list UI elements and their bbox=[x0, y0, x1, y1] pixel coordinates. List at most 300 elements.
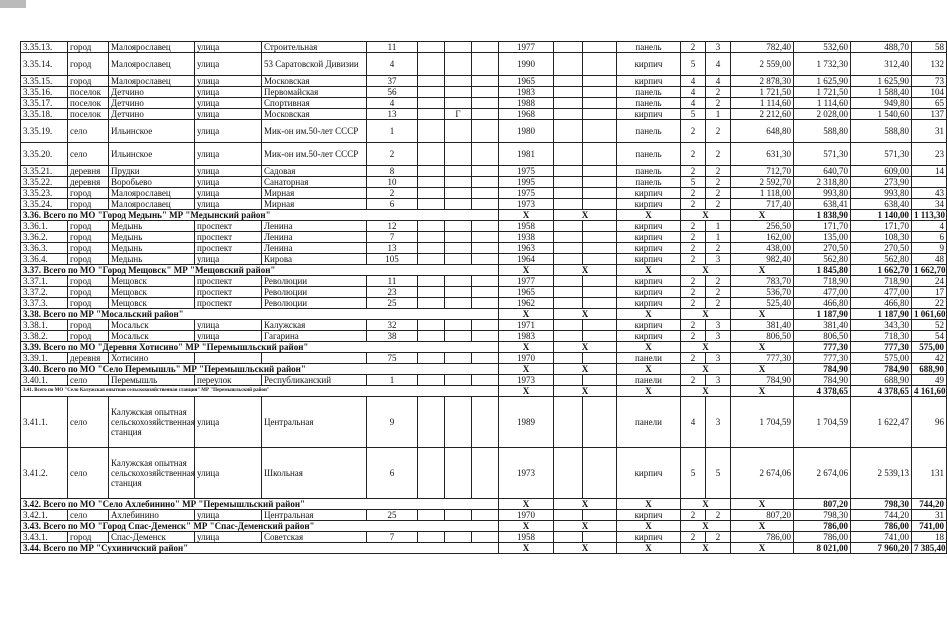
cell-wall-material: кирпич bbox=[617, 109, 681, 120]
cell-wall-material: кирпич bbox=[617, 510, 681, 521]
cell-entrances: 4 bbox=[706, 76, 731, 87]
cell-entrances: 3 bbox=[706, 42, 731, 53]
cell-col-blank-1 bbox=[554, 177, 583, 188]
table-body bbox=[21, 42, 947, 554]
cell-block bbox=[472, 166, 499, 177]
subtotal-material-mark: X bbox=[617, 543, 681, 554]
cell-row-number: 3.36.4. bbox=[21, 254, 68, 265]
cell-entrances: 3 bbox=[706, 375, 731, 386]
cell-entrances: 2 bbox=[706, 287, 731, 298]
cell-settlement-name: Мещовск bbox=[109, 287, 195, 298]
cell-row-number: 3.35.16. bbox=[21, 87, 68, 98]
cell-letter bbox=[445, 42, 472, 53]
cell-house-number: 11 bbox=[367, 276, 418, 287]
cell-residential-area: 108,30 bbox=[851, 232, 912, 243]
subtotal-row bbox=[21, 342, 947, 353]
cell-entrances: 2 bbox=[706, 166, 731, 177]
cell-block bbox=[472, 298, 499, 309]
cell-floors: 5 bbox=[681, 177, 706, 188]
housing-register-table bbox=[20, 41, 947, 554]
cell-floors: 5 bbox=[681, 53, 706, 76]
cell-col-blank-2 bbox=[583, 397, 617, 448]
cell-settlement-type: город bbox=[68, 232, 109, 243]
table-row bbox=[21, 166, 947, 177]
cell-residential-area: 343,30 bbox=[851, 320, 912, 331]
cell-col-blank-2 bbox=[583, 448, 617, 499]
subtotal-floors-mark: X bbox=[681, 342, 731, 353]
cell-settlement-type: город bbox=[68, 221, 109, 232]
cell-street-name: Республиканский bbox=[262, 375, 367, 386]
cell-row-number: 3.38.1. bbox=[21, 320, 68, 331]
cell-total-area: 438,00 bbox=[731, 243, 794, 254]
subtotal-floors-mark: X bbox=[681, 265, 731, 276]
cell-total-area: 712,70 bbox=[731, 166, 794, 177]
cell-total-area: 2 212,60 bbox=[731, 109, 794, 120]
subtotal-blank-mark: X bbox=[554, 543, 617, 554]
cell-house-number: 37 bbox=[367, 76, 418, 87]
cell-house-number: 56 bbox=[367, 87, 418, 98]
cell-street-type: улица bbox=[195, 166, 262, 177]
cell-settlement-name: Малоярославец bbox=[109, 199, 195, 210]
cell-total-area: 717,40 bbox=[731, 199, 794, 210]
cell-living-area: 2 674,06 bbox=[794, 448, 851, 499]
cell-building bbox=[418, 166, 445, 177]
cell-street-type: улица bbox=[195, 42, 262, 53]
cell-settlement-type: город bbox=[68, 331, 109, 342]
cell-floors: 5 bbox=[681, 109, 706, 120]
cell-living-area: 571,30 bbox=[794, 143, 851, 166]
subtotal-blank-mark: X bbox=[554, 364, 617, 375]
cell-floors: 2 bbox=[681, 298, 706, 309]
subtotal-title: 3.42. Всего по МО "Село Ахлебинино" МР "Перемышльский район" bbox=[21, 499, 499, 510]
subtotal-row bbox=[21, 364, 947, 375]
cell-floors: 2 bbox=[681, 353, 706, 364]
table-row bbox=[21, 109, 947, 120]
cell-residential-area: 1 588,40 bbox=[851, 87, 912, 98]
cell-row-number: 3.36.1. bbox=[21, 221, 68, 232]
cell-residents: 132 bbox=[912, 53, 947, 76]
cell-house-number: 32 bbox=[367, 320, 418, 331]
cell-entrances: 2 bbox=[706, 120, 731, 143]
cell-row-number: 3.35.15. bbox=[21, 76, 68, 87]
subtotal-living-area: 786,00 bbox=[851, 521, 912, 532]
cell-residents: 49 bbox=[912, 375, 947, 386]
cell-residential-area: 273,90 bbox=[851, 177, 912, 188]
cell-building bbox=[418, 532, 445, 543]
cell-residents bbox=[912, 177, 947, 188]
cell-settlement-name: Спас-Деменск bbox=[109, 532, 195, 543]
cell-letter bbox=[445, 76, 472, 87]
cell-street-type: улица bbox=[195, 53, 262, 76]
cell-total-area: 631,30 bbox=[731, 143, 794, 166]
cell-block bbox=[472, 232, 499, 243]
cell-year-built: 1970 bbox=[499, 353, 554, 364]
cell-residents: 104 bbox=[912, 87, 947, 98]
cell-letter bbox=[445, 87, 472, 98]
table-row bbox=[21, 98, 947, 109]
cell-letter bbox=[445, 287, 472, 298]
cell-building bbox=[418, 510, 445, 521]
cell-year-built: 1988 bbox=[499, 98, 554, 109]
cell-col-blank-2 bbox=[583, 254, 617, 265]
cell-block bbox=[472, 510, 499, 521]
cell-street-name: Революции bbox=[262, 276, 367, 287]
cell-wall-material: панель bbox=[617, 87, 681, 98]
cell-house-number: 7 bbox=[367, 532, 418, 543]
cell-house-number: 2 bbox=[367, 188, 418, 199]
cell-block bbox=[472, 120, 499, 143]
cell-block bbox=[472, 532, 499, 543]
cell-total-area: 782,40 bbox=[731, 42, 794, 53]
cell-settlement-name: Детчино bbox=[109, 109, 195, 120]
cell-letter bbox=[445, 254, 472, 265]
cell-building bbox=[418, 331, 445, 342]
cell-street-name: Садовая bbox=[262, 166, 367, 177]
cell-floors: 2 bbox=[681, 232, 706, 243]
cell-col-blank-1 bbox=[554, 143, 583, 166]
subtotal-year-mark: X bbox=[499, 265, 554, 276]
cell-house-number: 1 bbox=[367, 120, 418, 143]
subtotal-row bbox=[21, 386, 947, 397]
cell-year-built: 1965 bbox=[499, 76, 554, 87]
cell-settlement-type: город bbox=[68, 254, 109, 265]
cell-house-number: 7 bbox=[367, 232, 418, 243]
cell-house-number: 6 bbox=[367, 199, 418, 210]
cell-row-number: 3.35.13. bbox=[21, 42, 68, 53]
table-row bbox=[21, 254, 947, 265]
cell-year-built: 1975 bbox=[499, 166, 554, 177]
cell-living-area: 1 721,50 bbox=[794, 87, 851, 98]
cell-wall-material: кирпич bbox=[617, 532, 681, 543]
cell-entrances: 1 bbox=[706, 232, 731, 243]
cell-living-area: 588,80 bbox=[794, 120, 851, 143]
cell-floors: 2 bbox=[681, 166, 706, 177]
cell-settlement-type: село bbox=[68, 448, 109, 499]
cell-building bbox=[418, 199, 445, 210]
cell-settlement-name: Мосальск bbox=[109, 320, 195, 331]
cell-street-type bbox=[195, 353, 262, 364]
cell-house-number: 2 bbox=[367, 143, 418, 166]
cell-entrances: 1 bbox=[706, 221, 731, 232]
cell-block bbox=[472, 199, 499, 210]
cell-settlement-type: село bbox=[68, 397, 109, 448]
cell-residential-area: 949,80 bbox=[851, 98, 912, 109]
cell-residential-area: 588,80 bbox=[851, 120, 912, 143]
cell-entrances: 1 bbox=[706, 109, 731, 120]
cell-living-area: 640,70 bbox=[794, 166, 851, 177]
table-row bbox=[21, 375, 947, 386]
cell-living-area: 784,90 bbox=[794, 375, 851, 386]
subtotal-floors-mark: X bbox=[681, 499, 731, 510]
cell-building bbox=[418, 353, 445, 364]
cell-house-number: 11 bbox=[367, 42, 418, 53]
subtotal-year-mark: X bbox=[499, 210, 554, 221]
cell-year-built: 1973 bbox=[499, 199, 554, 210]
cell-col-blank-2 bbox=[583, 243, 617, 254]
cell-letter bbox=[445, 166, 472, 177]
table-row bbox=[21, 53, 947, 76]
cell-entrances: 3 bbox=[706, 353, 731, 364]
cell-street-type: проспект bbox=[195, 243, 262, 254]
cell-letter bbox=[445, 53, 472, 76]
cell-residents: 42 bbox=[912, 353, 947, 364]
cell-living-area: 477,00 bbox=[794, 287, 851, 298]
subtotal-living-area: 1 662,70 bbox=[851, 265, 912, 276]
cell-row-number: 3.36.2. bbox=[21, 232, 68, 243]
cell-residents: 17 bbox=[912, 287, 947, 298]
cell-house-number: 4 bbox=[367, 53, 418, 76]
cell-street-type: улица bbox=[195, 188, 262, 199]
cell-floors: 2 bbox=[681, 221, 706, 232]
cell-letter bbox=[445, 243, 472, 254]
cell-floors: 5 bbox=[681, 448, 706, 499]
cell-col-blank-1 bbox=[554, 53, 583, 76]
table-row bbox=[21, 42, 947, 53]
cell-floors: 2 bbox=[681, 287, 706, 298]
subtotal-blank-mark: X bbox=[554, 386, 617, 397]
cell-col-blank-2 bbox=[583, 298, 617, 309]
cell-col-blank-1 bbox=[554, 221, 583, 232]
cell-building bbox=[418, 232, 445, 243]
cell-settlement-name: Детчино bbox=[109, 87, 195, 98]
cell-building bbox=[418, 98, 445, 109]
subtotal-row bbox=[21, 499, 947, 510]
cell-wall-material: кирпич bbox=[617, 53, 681, 76]
cell-street-type: улица bbox=[195, 177, 262, 188]
cell-wall-material: кирпич bbox=[617, 199, 681, 210]
cell-settlement-name: Калужская опытная сельскохозяйственная станция bbox=[109, 448, 195, 499]
cell-settlement-type: город bbox=[68, 320, 109, 331]
cell-total-area: 2 559,00 bbox=[731, 53, 794, 76]
subtotal-living-area: 7 960,20 bbox=[851, 543, 912, 554]
cell-residential-area: 1 540,60 bbox=[851, 109, 912, 120]
cell-floors: 2 bbox=[681, 510, 706, 521]
cell-street-type: улица bbox=[195, 120, 262, 143]
cell-residential-area: 1 625,90 bbox=[851, 76, 912, 87]
cell-street-type: проспект bbox=[195, 221, 262, 232]
housing-register-table-area bbox=[20, 41, 946, 554]
cell-year-built: 1938 bbox=[499, 232, 554, 243]
cell-residents: 52 bbox=[912, 320, 947, 331]
cell-total-area: 256,50 bbox=[731, 221, 794, 232]
cell-col-blank-2 bbox=[583, 331, 617, 342]
subtotal-material-mark: X bbox=[617, 364, 681, 375]
cell-wall-material: кирпич bbox=[617, 76, 681, 87]
subtotal-entrances-mark: X bbox=[731, 210, 794, 221]
cell-living-area: 2 028,00 bbox=[794, 109, 851, 120]
cell-entrances: 3 bbox=[706, 331, 731, 342]
subtotal-entrances-mark: X bbox=[731, 342, 794, 353]
cell-block bbox=[472, 254, 499, 265]
cell-wall-material: панели bbox=[617, 353, 681, 364]
cell-year-built: 1965 bbox=[499, 287, 554, 298]
cell-residents: 31 bbox=[912, 120, 947, 143]
cell-house-number: 1 bbox=[367, 375, 418, 386]
cell-wall-material: панель bbox=[617, 177, 681, 188]
cell-street-type: проспект bbox=[195, 276, 262, 287]
cell-floors: 2 bbox=[681, 243, 706, 254]
cell-year-built: 1968 bbox=[499, 109, 554, 120]
cell-settlement-name: Воробьево bbox=[109, 177, 195, 188]
cell-wall-material: кирпич bbox=[617, 448, 681, 499]
cell-street-type: улица bbox=[195, 76, 262, 87]
cell-street-type: улица bbox=[195, 448, 262, 499]
subtotal-title: 3.39. Всего по МО "Деревня Хотисино" МР "Перемышльский район" bbox=[21, 342, 499, 353]
cell-residents: 9 bbox=[912, 243, 947, 254]
cell-entrances: 4 bbox=[706, 53, 731, 76]
cell-house-number: 38 bbox=[367, 331, 418, 342]
cell-building bbox=[418, 320, 445, 331]
cell-letter bbox=[445, 397, 472, 448]
subtotal-year-mark: X bbox=[499, 364, 554, 375]
cell-residents: 4 bbox=[912, 221, 947, 232]
cell-street-name: Школьная bbox=[262, 448, 367, 499]
cell-street-name bbox=[262, 353, 367, 364]
cell-street-name: Мик-он им.50-лет СССР bbox=[262, 143, 367, 166]
cell-col-blank-2 bbox=[583, 287, 617, 298]
cell-street-name: 53 Саратовской Дивизии bbox=[262, 53, 367, 76]
cell-settlement-type: город bbox=[68, 532, 109, 543]
cell-building bbox=[418, 109, 445, 120]
cell-year-built: 1970 bbox=[499, 510, 554, 521]
cell-living-area: 532,60 bbox=[794, 42, 851, 53]
cell-wall-material: панели bbox=[617, 397, 681, 448]
cell-floors: 4 bbox=[681, 76, 706, 87]
cell-block bbox=[472, 143, 499, 166]
cell-building bbox=[418, 87, 445, 98]
cell-wall-material: панели bbox=[617, 375, 681, 386]
subtotal-year-mark: X bbox=[499, 521, 554, 532]
cell-settlement-type: город bbox=[68, 199, 109, 210]
cell-col-blank-2 bbox=[583, 109, 617, 120]
cell-row-number: 3.35.14. bbox=[21, 53, 68, 76]
cell-wall-material: кирпич bbox=[617, 243, 681, 254]
cell-year-built: 1973 bbox=[499, 375, 554, 386]
subtotal-material-mark: X bbox=[617, 210, 681, 221]
cell-col-blank-2 bbox=[583, 166, 617, 177]
cell-total-area: 777,30 bbox=[731, 353, 794, 364]
cell-residential-area: 688,90 bbox=[851, 375, 912, 386]
cell-settlement-type: деревня bbox=[68, 177, 109, 188]
cell-col-blank-1 bbox=[554, 166, 583, 177]
cell-street-type: улица bbox=[195, 397, 262, 448]
cell-letter bbox=[445, 98, 472, 109]
cell-residents: 6 bbox=[912, 232, 947, 243]
cell-settlement-name: Перемышль bbox=[109, 375, 195, 386]
cell-letter bbox=[445, 375, 472, 386]
subtotal-total-area: 786,00 bbox=[794, 521, 851, 532]
subtotal-residential-area: 1 662,70 bbox=[912, 265, 947, 276]
table-row bbox=[21, 353, 947, 364]
cell-entrances: 2 bbox=[706, 510, 731, 521]
subtotal-blank-mark: X bbox=[554, 342, 617, 353]
table-row bbox=[21, 276, 947, 287]
cell-col-blank-1 bbox=[554, 254, 583, 265]
table-row bbox=[21, 143, 947, 166]
cell-building bbox=[418, 375, 445, 386]
cell-col-blank-2 bbox=[583, 232, 617, 243]
table-row bbox=[21, 188, 947, 199]
cell-letter bbox=[445, 221, 472, 232]
cell-letter bbox=[445, 510, 472, 521]
cell-row-number: 3.35.19. bbox=[21, 120, 68, 143]
cell-house-number: 6 bbox=[367, 448, 418, 499]
cell-block bbox=[472, 76, 499, 87]
cell-street-name: Спортивная bbox=[262, 98, 367, 109]
cell-col-blank-1 bbox=[554, 199, 583, 210]
cell-total-area: 2 878,30 bbox=[731, 76, 794, 87]
cell-residents: 14 bbox=[912, 166, 947, 177]
cell-settlement-type: село bbox=[68, 120, 109, 143]
cell-street-name: Мик-он им.50-лет СССР bbox=[262, 120, 367, 143]
subtotal-row bbox=[21, 309, 947, 320]
cell-building bbox=[418, 448, 445, 499]
cell-settlement-type: город bbox=[68, 298, 109, 309]
subtotal-total-area: 1 187,90 bbox=[794, 309, 851, 320]
cell-house-number: 25 bbox=[367, 298, 418, 309]
cell-floors: 2 bbox=[681, 143, 706, 166]
cell-total-area: 806,50 bbox=[731, 331, 794, 342]
subtotal-row bbox=[21, 543, 947, 554]
cell-residential-area: 270,50 bbox=[851, 243, 912, 254]
cell-total-area: 525,40 bbox=[731, 298, 794, 309]
table-row bbox=[21, 510, 947, 521]
cell-street-type: улица bbox=[195, 87, 262, 98]
cell-col-blank-1 bbox=[554, 375, 583, 386]
cell-entrances: 2 bbox=[706, 87, 731, 98]
cell-entrances: 3 bbox=[706, 254, 731, 265]
cell-street-type: улица bbox=[195, 510, 262, 521]
cell-settlement-type: поселок bbox=[68, 87, 109, 98]
cell-living-area: 806,50 bbox=[794, 331, 851, 342]
subtotal-floors-mark: X bbox=[681, 364, 731, 375]
cell-street-type: улица bbox=[195, 331, 262, 342]
cell-col-blank-1 bbox=[554, 42, 583, 53]
cell-year-built: 1958 bbox=[499, 532, 554, 543]
cell-living-area: 777,30 bbox=[794, 353, 851, 364]
cell-year-built: 1995 bbox=[499, 177, 554, 188]
cell-residents: 24 bbox=[912, 276, 947, 287]
cell-residential-area: 741,00 bbox=[851, 532, 912, 543]
cell-building bbox=[418, 397, 445, 448]
cell-residential-area: 171,70 bbox=[851, 221, 912, 232]
subtotal-material-mark: X bbox=[617, 309, 681, 320]
cell-floors: 4 bbox=[681, 98, 706, 109]
table-row bbox=[21, 120, 947, 143]
subtotal-entrances-mark: X bbox=[731, 499, 794, 510]
cell-year-built: 1977 bbox=[499, 276, 554, 287]
table-row bbox=[21, 87, 947, 98]
cell-building bbox=[418, 276, 445, 287]
cell-settlement-name: Хотисино bbox=[109, 353, 195, 364]
cell-house-number: 8 bbox=[367, 166, 418, 177]
cell-residential-area: 312,40 bbox=[851, 53, 912, 76]
cell-residents: 58 bbox=[912, 42, 947, 53]
cell-col-blank-1 bbox=[554, 76, 583, 87]
cell-row-number: 3.40.1. bbox=[21, 375, 68, 386]
cell-street-name: Центральная bbox=[262, 510, 367, 521]
cell-row-number: 3.37.2. bbox=[21, 287, 68, 298]
cell-block bbox=[472, 87, 499, 98]
cell-year-built: 1989 bbox=[499, 397, 554, 448]
subtotal-row bbox=[21, 210, 947, 221]
cell-col-blank-1 bbox=[554, 320, 583, 331]
cell-street-type: улица bbox=[195, 532, 262, 543]
cell-year-built: 1958 bbox=[499, 221, 554, 232]
subtotal-residential-area: 4 161,60 bbox=[912, 386, 947, 397]
cell-year-built: 1990 bbox=[499, 53, 554, 76]
cell-col-blank-1 bbox=[554, 276, 583, 287]
